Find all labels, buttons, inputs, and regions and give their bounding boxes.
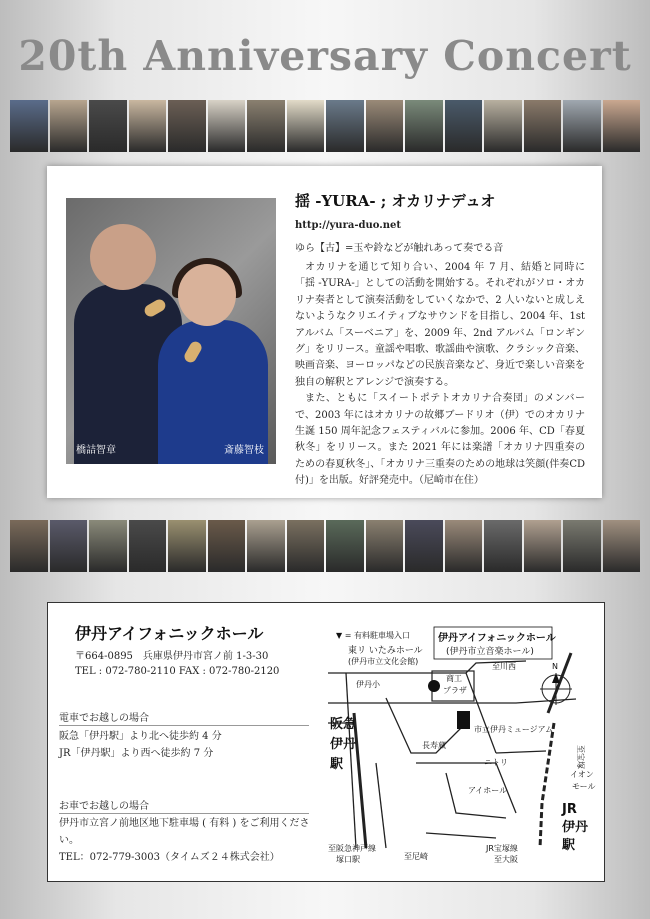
performer-right-name: 斎藤智枝 <box>224 445 264 456</box>
map-legend: ▼ = 有料駐車場入口 <box>336 631 410 640</box>
tel-fax: TEL : 072-780-2110 FAX : 072-780-2120 <box>75 666 280 677</box>
car-line-parking: 伊丹市立宮ノ前地区地下駐車場 ( 有料 ) をご利用ください。 <box>59 818 310 846</box>
car-heading: お車でお越しの場合 <box>59 801 149 812</box>
concert-photo-thumb <box>287 520 325 572</box>
concert-photo-thumb <box>89 520 127 572</box>
duo-url[interactable]: http://yura-duo.net <box>295 220 401 231</box>
map-to-osaka-1: JR宝塚線 <box>486 844 518 853</box>
concert-photo-thumb <box>326 100 364 152</box>
concert-photo-thumb <box>129 100 167 152</box>
concert-photo-thumb <box>524 520 562 572</box>
duo-photo <box>66 198 276 464</box>
map-east-hall-sub: (伊丹市立文化会館) <box>348 657 419 666</box>
concert-photo-thumb <box>445 520 483 572</box>
photo-strip-middle <box>10 520 640 572</box>
concert-photo-thumb <box>208 520 246 572</box>
map-nitori: ニトリ <box>484 758 508 767</box>
concert-photo-thumb <box>326 520 364 572</box>
concert-photo-thumb <box>129 520 167 572</box>
concert-photo-thumb <box>247 100 285 152</box>
concert-photo-thumb <box>563 100 601 152</box>
concert-photo-thumb <box>10 100 48 152</box>
performer-right-head <box>178 264 236 326</box>
train-heading: 電車でお越しの場合 <box>59 713 149 724</box>
map-hankyu-2: 伊丹 <box>330 737 357 752</box>
hall-name: 伊丹アイフォニックホール <box>75 624 264 643</box>
map-to-kawanishi: 至川西 <box>492 662 516 671</box>
map-aeon-1: イオン <box>570 770 594 779</box>
map-hall-label: 伊丹アイフォニックホール <box>438 633 556 644</box>
concert-photo-thumb <box>405 100 443 152</box>
car-directions <box>59 815 311 866</box>
map-to-osaka-2: 至大阪 <box>494 855 518 864</box>
concert-photo-thumb <box>484 520 522 572</box>
duo-info <box>295 190 585 490</box>
concert-photo-thumb <box>445 100 483 152</box>
hall-address <box>75 649 279 679</box>
bio-paragraph-2: また、ともに「スイートポテトオカリナ合奏団」のメンバーで、2003 年にはオカリナの故郷ブードリオ（伊）でのオカリナ生誕 150 周年記念フェスティバルに参加。2006 年、CD「春夏秋冬」をリリース。また 2021 年には楽譜「オカリナ四重奏のための春夏秋冬」、「オカリナ三重奏のための地球は笑顔(伴奏CD付)」を出版。好評発売中。（尼崎市在住） <box>295 393 585 487</box>
map-to-amagasaki: 至尼崎 <box>404 852 428 861</box>
map-chojugura: 長寿蔵 <box>422 741 446 750</box>
duo-biography <box>295 260 585 490</box>
duo-name-meaning: ゆら【古】=玉や鈴などが触れあって奏でる音 <box>295 243 504 254</box>
concert-photo-thumb <box>603 520 641 572</box>
concert-photo-thumb <box>484 100 522 152</box>
photo-strip-top <box>10 100 640 152</box>
train-line-jr: JR「伊丹駅」より西へ徒歩約 7 分 <box>59 748 214 759</box>
map-svg <box>316 603 604 881</box>
divider <box>59 725 309 726</box>
duo-name: 揺 -YURA- ; オカリナデュオ <box>295 192 496 210</box>
concert-photo-thumb <box>563 520 601 572</box>
access-map <box>316 603 604 881</box>
performer-left-name: 橋詰智章 <box>76 445 116 456</box>
map-east-hall: 東リ いたみホール <box>348 646 423 656</box>
map-itami-elementary: 伊丹小 <box>356 680 380 689</box>
map-hall-sublabel: (伊丹市立音楽ホール) <box>446 647 534 657</box>
map-to-tsukaguchi-1: 至阪急神戸線 <box>328 844 376 853</box>
concert-photo-thumb <box>168 520 206 572</box>
map-to-tsukaguchi-2: 塚口駅 <box>336 855 360 864</box>
postal-address: 〒664-0895 兵庫県伊丹市宮ノ前 1-3-30 <box>75 651 269 662</box>
map-jr-1: JR <box>562 802 577 817</box>
car-line-tel: TEL：072-779-3003（タイムズ２４株式会社） <box>59 852 280 863</box>
map-jr-3: 駅 <box>562 838 576 853</box>
performer-left-head <box>90 224 156 290</box>
concert-photo-thumb <box>89 100 127 152</box>
concert-photo-thumb <box>247 520 285 572</box>
concert-photo-thumb <box>168 100 206 152</box>
map-museum: 市立伊丹ミュージアム <box>474 725 554 734</box>
concert-photo-thumb <box>366 520 404 572</box>
concert-photo-thumb <box>405 520 443 572</box>
map-jr-2: 伊丹 <box>562 820 589 835</box>
concert-photo-thumb <box>524 100 562 152</box>
concert-photo-thumb <box>10 520 48 572</box>
map-shoko-plaza-1: 商工 <box>446 674 462 683</box>
concert-photo-thumb <box>208 100 246 152</box>
map-to-takarazuka: 至宝塚 <box>576 745 585 769</box>
map-hankyu-1: 阪急 <box>330 717 357 732</box>
train-line-hankyu: 阪急「伊丹駅」より北へ徒歩約 4 分 <box>59 731 222 742</box>
map-ai-hall: アイホール <box>468 786 508 795</box>
map-shoko-plaza-2: プラザ <box>443 686 467 695</box>
concert-photo-thumb <box>603 100 641 152</box>
concert-photo-thumb <box>366 100 404 152</box>
bio-paragraph-1: オカリナを通じて知り合い、2004 年 7 月、結婚と同時に「揺 -YURA-」としての活動を開始する。それぞれがソロ・オカリナ奏者として演奏活動をしていくなかで、2 人いないと成しえないようなクリエイティブなサウンドを目指し、2004 年、1st アルバム「スーベニア」を、2009 年、2nd アルバム「ロンギング」をリリース。童謡や唱歌、歌謡曲や演歌、クラシック音楽、映画音楽、ヨーロッパなどの民族音楽など、身近で楽しい音楽を独自の解釈とアレンジで演奏する。 <box>295 262 585 388</box>
concert-photo-thumb <box>287 100 325 152</box>
map-aeon-2: モール <box>572 782 596 791</box>
train-directions <box>59 728 222 762</box>
access-panel <box>47 602 605 882</box>
page-title: 20th Anniversary Concert <box>18 32 632 80</box>
profile-card <box>47 166 602 498</box>
concert-photo-thumb <box>50 520 88 572</box>
divider <box>59 813 309 814</box>
compass-north-label: N <box>552 662 558 671</box>
map-hankyu-3: 駅 <box>330 757 344 772</box>
concert-photo-thumb <box>50 100 88 152</box>
